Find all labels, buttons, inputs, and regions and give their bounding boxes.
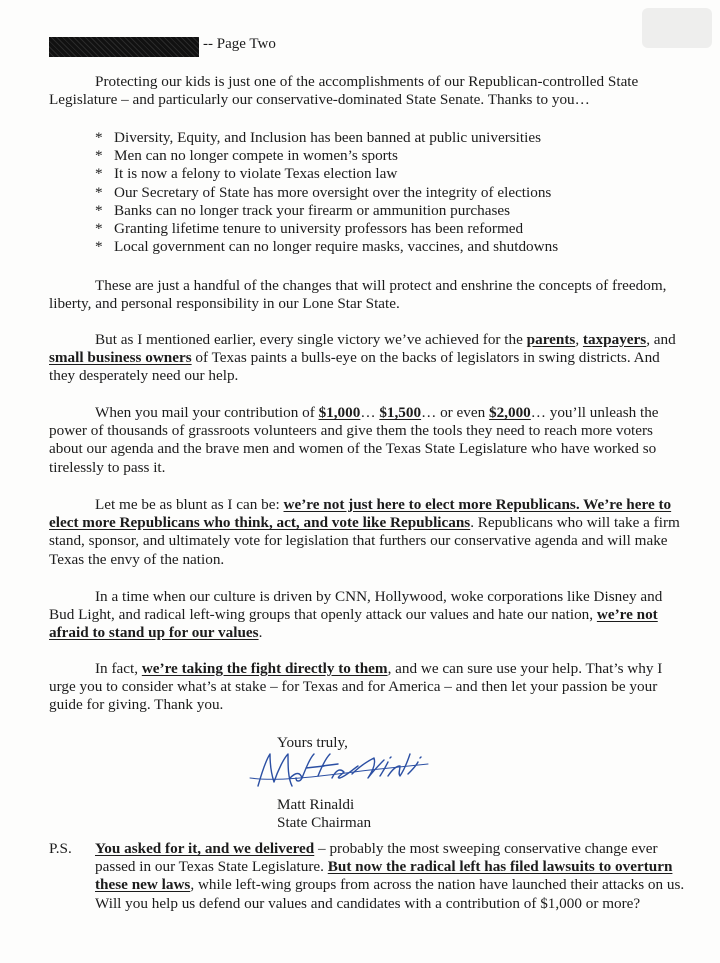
text-run: But as I mentioned earlier, every single victory we’ve achieved for the xyxy=(95,331,527,348)
emphasis-delivered: You asked for it, and we delivered xyxy=(95,840,315,857)
list-item-text: Local government can no longer require masks, vaccines, and shutdowns xyxy=(114,238,559,256)
list-item xyxy=(95,147,675,165)
text-run: In a time when our culture is driven by CNN, Hollywood, woke corporations like Disney and Bud Light, and radical left-wing groups that openly attack our values and hate our nation, xyxy=(49,588,663,624)
text-run: In fact, xyxy=(95,660,142,677)
faint-logo-mark xyxy=(642,8,712,48)
page-header: -- Page Two xyxy=(203,36,276,52)
list-item-text: Banks can no longer track your firearm or ammunition purchases xyxy=(114,201,511,219)
accomplishments-list xyxy=(95,129,675,256)
paragraph-victory xyxy=(49,331,689,386)
paragraph-culture xyxy=(49,588,689,643)
handwritten-signature xyxy=(240,748,440,796)
signer-name: Matt Rinaldi xyxy=(277,796,355,814)
paragraph-fight xyxy=(49,660,689,715)
text-run: . Republicans who will take a firm stand, sponsor, and ultimately vote for legislation that furthers our conservative agenda and will make Texas the envy of the nation. xyxy=(49,514,680,568)
list-item-text: Our Secretary of State has more oversight over the integrity of elections xyxy=(114,183,552,201)
bullet-asterisk: * xyxy=(95,129,103,146)
paragraph-blunt xyxy=(49,496,689,569)
emphasis-fight: we’re taking the fight directly to them xyxy=(141,660,388,677)
list-item xyxy=(95,184,675,202)
text-run: of Texas paints a bulls-eye on the backs of legislators in swing districts. And they desperately need our help. xyxy=(49,349,660,385)
text-run: … xyxy=(360,404,380,421)
emphasis-taxpayers: taxpayers xyxy=(582,331,647,348)
bullet-asterisk: * xyxy=(95,201,103,219)
list-item xyxy=(95,129,675,147)
emphasis-lawsuits: But now the radical left has filed lawsuits to overturn these new laws xyxy=(95,858,673,894)
list-item xyxy=(95,202,675,220)
intro-paragraph xyxy=(49,73,689,109)
text-run: – probably the most sweeping conservative change ever passed in our Texas State Legislature. xyxy=(95,840,658,876)
text-run: , and xyxy=(646,331,676,348)
emphasis-stand-up: we’re not afraid to stand up for our values xyxy=(49,606,658,642)
text-run: , and we can sure use your help. That’s why I urge you to consider what’s at stake – for Texas and for America – and then let your passion be your guide for giving. Thank you. xyxy=(49,660,663,714)
redacted-recipient-name xyxy=(49,37,199,57)
text-run: … you’ll unleash the power of thousands of grassroots volunteers and give them the tools they need to reach more voters about our agenda and the brave men and women of the Texas State Legislature who have worked so tirelessly to pass it. xyxy=(49,404,659,476)
list-item-text: Granting lifetime tenure to university professors has been reformed xyxy=(114,220,524,238)
bullet-asterisk: * xyxy=(95,165,103,183)
text-run: When you mail your contribution of xyxy=(95,404,319,421)
signer-title: State Chairman xyxy=(277,814,372,832)
list-item-text: Diversity, Equity, and Inclusion has been banned at public universities xyxy=(114,129,541,146)
amount-1000: $1,000 xyxy=(318,404,361,421)
emphasis-small-business-owners: small business owners xyxy=(49,349,192,367)
ps-label: P.S. xyxy=(49,840,72,857)
paragraph-changes xyxy=(49,277,689,313)
list-item xyxy=(95,165,675,183)
amount-1500: $1,500 xyxy=(379,404,422,421)
text-run: , while left-wing groups from across the nation have launched their attacks on us. Will you help us defend our values and candidates with a contribution of $1,000 or more? xyxy=(95,876,685,912)
text-run: Let me be as blunt as I can be: xyxy=(95,496,284,513)
paragraph-contribution xyxy=(49,404,689,477)
bullet-asterisk: * xyxy=(95,220,103,238)
amount-2000: $2,000 xyxy=(488,404,531,421)
text-run: , xyxy=(575,331,583,348)
paragraph-changes-text: These are just a handful of the changes that will protect and enshrine the concepts of freedom, liberty, and personal responsibility in our Lone Star State. xyxy=(49,277,667,313)
list-item xyxy=(95,220,675,238)
ps-paragraph xyxy=(95,840,690,913)
list-item-text: Men can no longer compete in women’s sports xyxy=(114,147,398,165)
text-run: … or even xyxy=(421,404,489,421)
bullet-asterisk: * xyxy=(95,238,103,256)
text-run: . xyxy=(258,624,263,642)
bullet-asterisk: * xyxy=(95,183,103,201)
valediction: Yours truly, xyxy=(277,734,348,751)
intro-text: Protecting our kids is just one of the accomplishments of our Republican-controlled State Legislature – and particularly our conservative-dominated State Senate. Thanks to you… xyxy=(49,73,639,109)
emphasis-parents: parents xyxy=(526,331,576,348)
list-item xyxy=(95,238,675,256)
bullet-asterisk: * xyxy=(95,147,103,165)
emphasis-elect-republicans: we’re not just here to elect more Republicans. We’re here to elect more Republicans who think, act, and vote like Republicans xyxy=(49,496,672,532)
list-item-text: It is now a felony to violate Texas election law xyxy=(114,165,398,183)
